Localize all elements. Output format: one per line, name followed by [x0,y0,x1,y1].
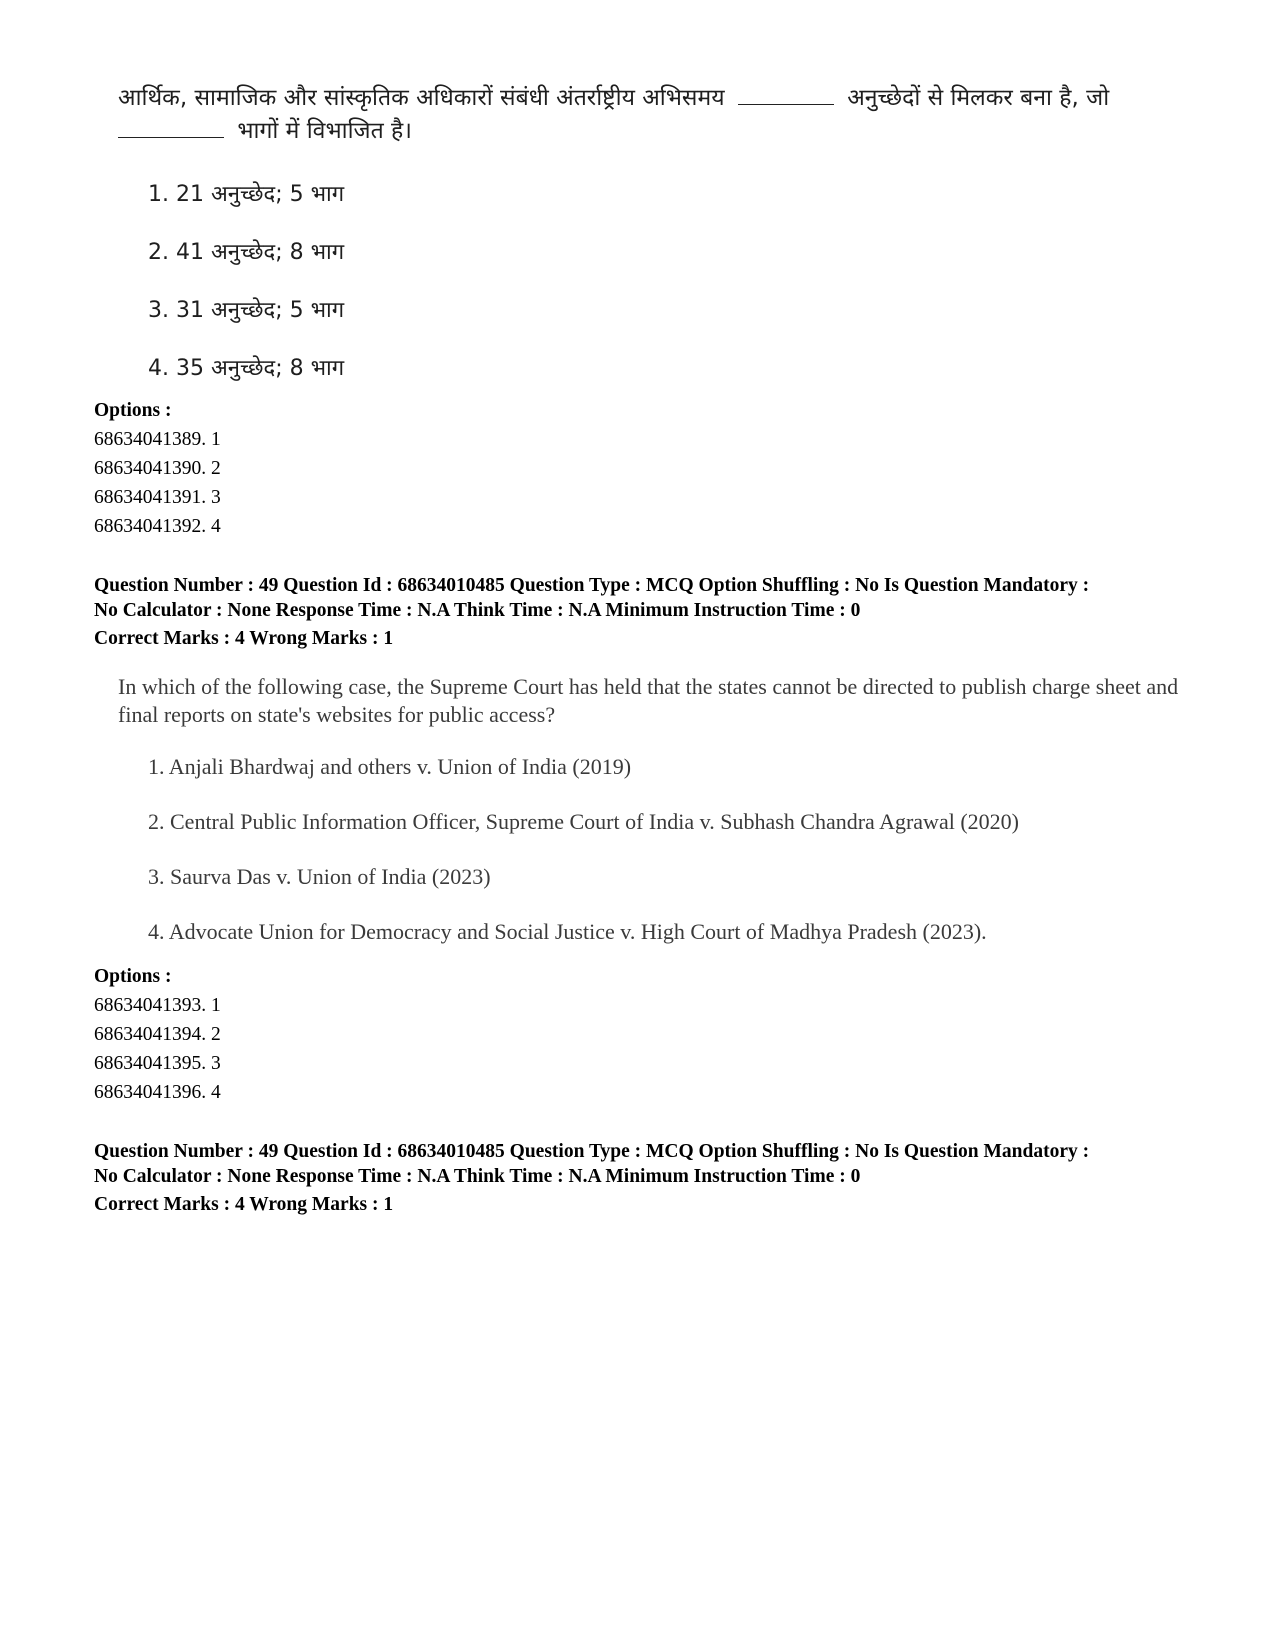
choice-1: 1. Anjali Bhardwaj and others v. Union of India (2019) [148,754,632,779]
option-id: 68634041389. 1 [94,429,221,450]
question-stem: In which of the following case, the Supreme Court has held that the states cannot be directed to publish charge sheet and final reports on state's websites for public access? [118,674,1179,727]
meta-line: No Calculator : None Response Time : N.A Think Time : N.A Minimum Instruction Time : 0 [94,1166,861,1187]
marks-line: Correct Marks : 4 Wrong Marks : 1 [94,628,394,649]
blank-line [738,103,834,105]
option-id: 68634041394. 2 [94,1024,221,1045]
question-48-image [118,82,1193,413]
choice-3: 3. Saurva Das v. Union of India (2023) [148,864,491,889]
meta-line: Question Number : 49 Question Id : 68634010485 Question Type : MCQ Option Shuffling : No Is Question Mandatory : [94,1141,1090,1162]
stem-text-3: भागों में विभाजित है। [237,118,412,144]
choice-4: 4. 35 अनुच्छेद; 8 भाग [148,356,345,381]
choice-4: 4. Advocate Union for Democracy and Social Justice v. High Court of Madhya Pradesh (2023). [148,919,987,944]
option-id: 68634041396. 4 [94,1082,221,1103]
choice-2: 2. 41 अनुच्छेद; 8 भाग [148,240,345,265]
options-label: Options : [94,966,172,987]
question-49-meta [94,573,1214,651]
meta-line: No Calculator : None Response Time : N.A Think Time : N.A Minimum Instruction Time : 0 [94,600,861,621]
option-id: 68634041395. 3 [94,1053,221,1074]
marks-line: Correct Marks : 4 Wrong Marks : 1 [94,1194,394,1215]
option-id: 68634041392. 4 [94,516,221,537]
option-id: 68634041393. 1 [94,995,221,1016]
choice-2: 2. Central Public Information Officer, Supreme Court of India v. Subhash Chandra Agrawal (2020) [148,809,1019,834]
question-49-meta-repeat [94,1139,1214,1217]
meta-line: Question Number : 49 Question Id : 68634010485 Question Type : MCQ Option Shuffling : No Is Question Mandatory : [94,575,1090,596]
stem-text-2: अनुच्छेदों से मिलकर बना है, जो [847,85,1110,111]
choice-3: 3. 31 अनुच्छेद; 5 भाग [148,298,345,323]
options-list-48 [94,396,221,541]
option-id: 68634041391. 3 [94,487,221,508]
question-stem [118,82,1193,148]
options-label: Options : [94,400,172,421]
options-list-49 [94,962,221,1107]
question-49-image [118,673,1193,973]
option-id: 68634041390. 2 [94,458,221,479]
choice-1: 1. 21 अनुच्छेद; 5 भाग [148,182,345,207]
stem-text-1: आर्थिक, सामाजिक और सांस्कृतिक अधिकारों संबंधी अंतर्राष्ट्रीय अभिसमय [118,85,725,111]
blank-line [118,136,224,138]
